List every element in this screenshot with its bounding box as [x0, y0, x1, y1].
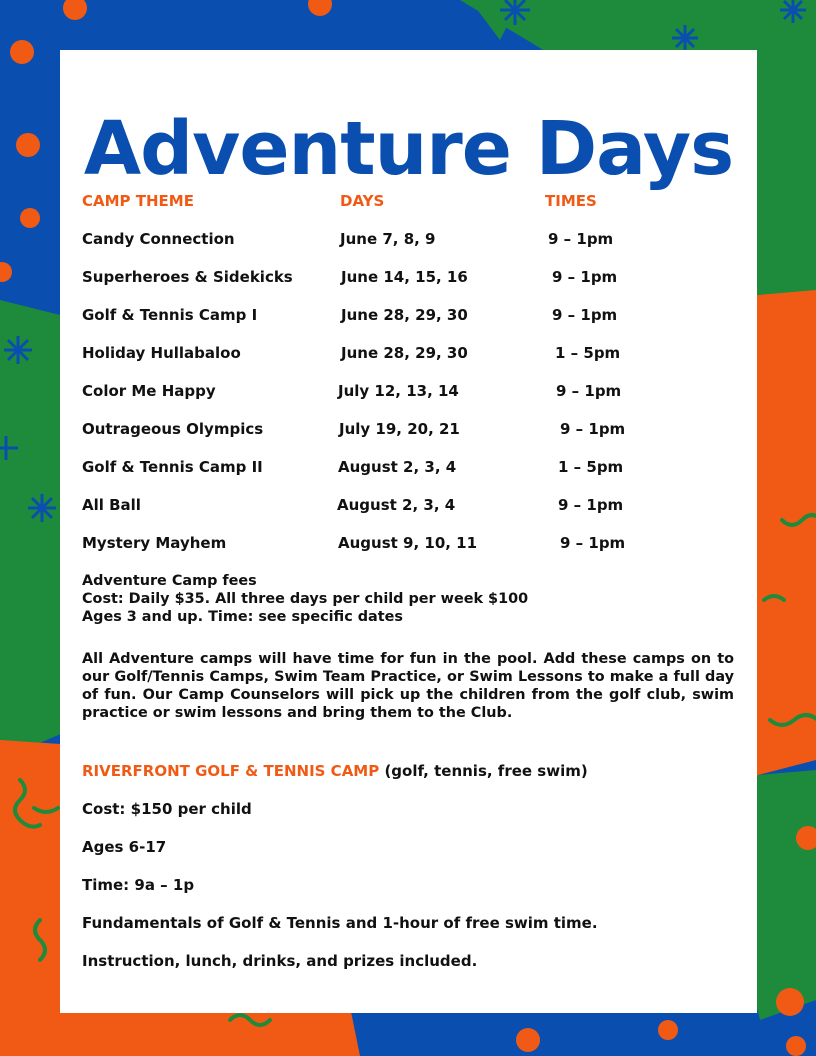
header-camp-theme: CAMP THEME [82, 192, 194, 210]
camp-row [82, 458, 742, 478]
camp-theme: Outrageous Olympics [82, 420, 264, 438]
camp-days: August 9, 10, 11 [338, 534, 478, 552]
camp-days: July 12, 13, 14 [338, 382, 459, 400]
camp-row [82, 382, 742, 402]
riverfront-cost: Cost: $150 per child [82, 800, 252, 818]
camp-row [82, 496, 742, 516]
camp-time: 1 – 5pm [555, 344, 621, 362]
camp-row [82, 534, 742, 554]
camp-time: 9 – 1pm [548, 230, 614, 248]
page-title: Adventure Days [83, 106, 734, 192]
fees-ages: Ages 3 and up. Time: see specific dates [82, 609, 403, 625]
camp-time: 9 – 1pm [552, 268, 618, 286]
riverfront-fundamentals: Fundamentals of Golf & Tennis and 1-hour of free swim time. [82, 914, 598, 932]
camp-days: August 2, 3, 4 [337, 496, 456, 514]
camp-days: June 14, 15, 16 [341, 268, 468, 286]
camp-theme: Mystery Mayhem [82, 534, 227, 552]
description-paragraph: All Adventure camps will have time for fun in the pool. Add these camps on to our Golf/Tennis Camps, Swim Team Practice, or Swim Lessons to make a full day of fun. Our Camp Counselors will pick up the children from the golf club, swim practice or swim lessons and bring them to the Club. [82, 651, 734, 721]
header-times: TIMES [545, 192, 597, 210]
camp-time: 9 – 1pm [556, 382, 622, 400]
fees-cost: Cost: Daily $35. All three days per child per week $100 [82, 591, 529, 607]
camp-days: June 28, 29, 30 [341, 344, 468, 362]
camp-time: 9 – 1pm [558, 496, 624, 514]
camp-theme: Golf & Tennis Camp II [82, 458, 263, 476]
fees-heading: Adventure Camp fees [82, 573, 257, 589]
camp-days: June 28, 29, 30 [341, 306, 468, 324]
riverfront-subtitle: (golf, tennis, free swim) [379, 762, 588, 780]
camp-days: June 7, 8, 9 [340, 230, 436, 248]
camp-theme: Golf & Tennis Camp I [82, 306, 258, 324]
camp-row [82, 306, 742, 326]
camp-time: 9 – 1pm [552, 306, 618, 324]
riverfront-name: RIVERFRONT GOLF & TENNIS CAMP [82, 762, 380, 780]
camp-row [82, 344, 742, 364]
camp-time: 9 – 1pm [560, 534, 626, 552]
camp-days: July 19, 20, 21 [339, 420, 460, 438]
riverfront-heading [82, 762, 588, 780]
camp-row [82, 420, 742, 440]
camp-theme: Candy Connection [82, 230, 235, 248]
camp-theme: Color Me Happy [82, 382, 216, 400]
camp-time: 9 – 1pm [560, 420, 626, 438]
flyer-card [60, 50, 757, 1013]
header-days: DAYS [340, 192, 385, 210]
camp-theme: Holiday Hullabaloo [82, 344, 241, 362]
fees-block [82, 572, 734, 626]
riverfront-included: Instruction, lunch, drinks, and prizes included. [82, 952, 478, 970]
camp-row [82, 230, 742, 250]
camp-row [82, 268, 742, 288]
camp-theme: All Ball [82, 496, 141, 514]
riverfront-ages: Ages 6-17 [82, 838, 167, 856]
camp-days: August 2, 3, 4 [338, 458, 457, 476]
camp-time: 1 – 5pm [558, 458, 624, 476]
camp-theme: Superheroes & Sidekicks [82, 268, 293, 286]
riverfront-time: Time: 9a – 1p [82, 876, 195, 894]
